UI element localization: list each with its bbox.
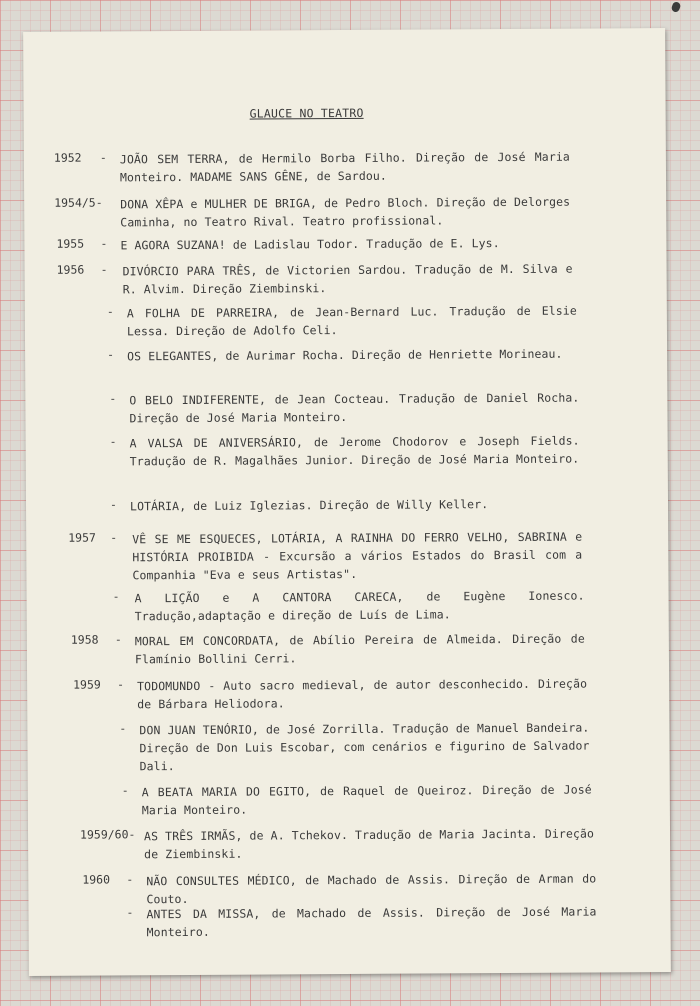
entry-text: ANTES DA MISSA, de Machado de Assis. Direção de José Maria Monteiro. xyxy=(146,904,597,940)
entry-dash: - xyxy=(126,872,134,887)
entry-1952 xyxy=(24,147,666,185)
entry-text: DON JUAN TENÓRIO, de José Zorrilla. Tradução de Manuel Bandeira. Direção de Don Luis Escobar, com cenários e figurino de Salvador Dali. xyxy=(139,720,590,774)
entry-1955 xyxy=(24,233,666,253)
entry-year: 1957 xyxy=(68,530,96,545)
entry-year: 1952 xyxy=(53,150,82,165)
entry-dash: - xyxy=(112,589,120,604)
entry-dash: - xyxy=(100,236,108,251)
entry-text: A FOLHA DE PARREIRA, de Jean-Bernard Luc. Tradução de Elsie Lessa. Direção de Adolfo Celi. xyxy=(126,303,577,339)
entry-valsa-aniversario xyxy=(26,431,668,469)
entry-text: E AGORA SUZANA! de Ladislau Todor. Tradução de E. Lys. xyxy=(120,236,500,253)
entry-year: 1955 xyxy=(56,236,85,251)
entry-text: AS TRÊS IRMÃS, de A. Tchekov. Tradução de Maria Jacinta. Direção de Ziembinski. xyxy=(143,826,595,862)
entry-1958 xyxy=(27,629,669,667)
entry-text: A VALSA DE ANIVERSÁRIO, de Jerome Chodorov e Joseph Fields. Tradução de R. Magalhães Junior. Direção de José Maria Monteiro. xyxy=(129,433,580,469)
entry-dash: - xyxy=(109,434,117,449)
entry-year: 1959 xyxy=(73,677,101,692)
entry-text: OS ELEGANTES, de Aurimar Rocha. Direção de Henriette Morineau. xyxy=(127,346,563,364)
entry-dash: - xyxy=(100,262,108,277)
entry-licao-cantora xyxy=(27,586,669,624)
entry-text: A LIÇÃO e A CANTORA CARECA, de Eugène Ionesco. Tradução,adaptação e direção de Luís de Lima. xyxy=(134,588,585,624)
entry-year: 1958 xyxy=(70,632,99,647)
entry-text: VÊ SE ME ESQUECES, LOTÁRIA, A RAINHA DO FERRO VELHO, SABRINA e HISTÓRIA PROIBIDA - Excursão a vários Estados do Brasil com a Companhia "Eva e seus Artistas". xyxy=(132,529,583,583)
entry-text: MORAL EM CONCORDATA, de Abílio Pereira de Almeida. Direção de Flamínio Bollini Cerri. xyxy=(134,631,585,667)
entry-dash: - xyxy=(109,391,117,406)
entry-belo-indiferente xyxy=(25,388,667,426)
entry-dash: - xyxy=(110,530,118,545)
entry-text: DIVÓRCIO PARA TRÊS, de Victorien Sardou. Tradução de M. Silva e R. Alvim. Direção Ziembinski. xyxy=(122,261,573,297)
entry-dash: - xyxy=(109,497,117,512)
entry-text: A BEATA MARIA DO EGITO, de Raquel de Queiroz. Direção de José Maria Monteiro. xyxy=(141,782,592,818)
entry-dash: - xyxy=(126,905,134,920)
typed-page xyxy=(23,28,671,976)
binder-clip xyxy=(671,1,682,13)
page-title: GLAUCE NO TEATRO xyxy=(249,105,364,121)
entry-text: DONA XÊPA e MULHER DE BRIGA, de Pedro Bloch. Direção de Delorges Caminha, no Teatro Rival. Teatro profissional. xyxy=(120,194,571,230)
entry-1959-60 xyxy=(28,824,670,862)
entry-lotaria xyxy=(26,494,668,514)
entry-dash: - xyxy=(119,721,127,736)
entry-1957 xyxy=(26,527,668,583)
entry-folha-parreira xyxy=(25,301,667,339)
entry-dash: - xyxy=(117,677,125,692)
entry-1959 xyxy=(27,674,669,712)
entry-1960 xyxy=(28,869,670,907)
entry-beata-maria xyxy=(28,780,670,818)
entry-os-elegantes xyxy=(25,344,667,364)
entry-dash: - xyxy=(107,347,115,362)
entry-dash: - xyxy=(121,783,129,798)
entry-year: 1956 xyxy=(56,262,85,277)
entry-text: O BELO INDIFERENTE, de Jean Cocteau. Tradução de Daniel Rocha. Direção de José Maria Monteiro. xyxy=(129,390,580,426)
entry-1954 xyxy=(24,192,666,230)
entry-text: NÃO CONSULTES MÉDICO, de Machado de Assis. Direção de Arman do Couto. xyxy=(146,871,597,907)
entry-year: 1960 xyxy=(82,872,111,887)
entry-year: 1954/5- xyxy=(54,195,103,210)
entry-dash: - xyxy=(106,304,114,319)
entry-text: TODOMUNDO - Auto sacro medieval, de autor desconhecido. Direção de Bárbara Heliodora. xyxy=(137,676,588,712)
entry-text: JOÃO SEM TERRA, de Hermilo Borba Filho. Direção de José Maria Monteiro. MADAME SANS GÊNE, de Sardou. xyxy=(119,149,570,185)
entry-year: 1959/60- xyxy=(79,827,136,842)
entry-dash: - xyxy=(99,150,107,165)
entry-text: LOTÁRIA, de Luiz Iglezias. Direção de Willy Keller. xyxy=(129,497,489,514)
entry-1956 xyxy=(25,259,667,297)
entry-dash: - xyxy=(114,632,122,647)
entry-don-juan xyxy=(27,718,669,774)
